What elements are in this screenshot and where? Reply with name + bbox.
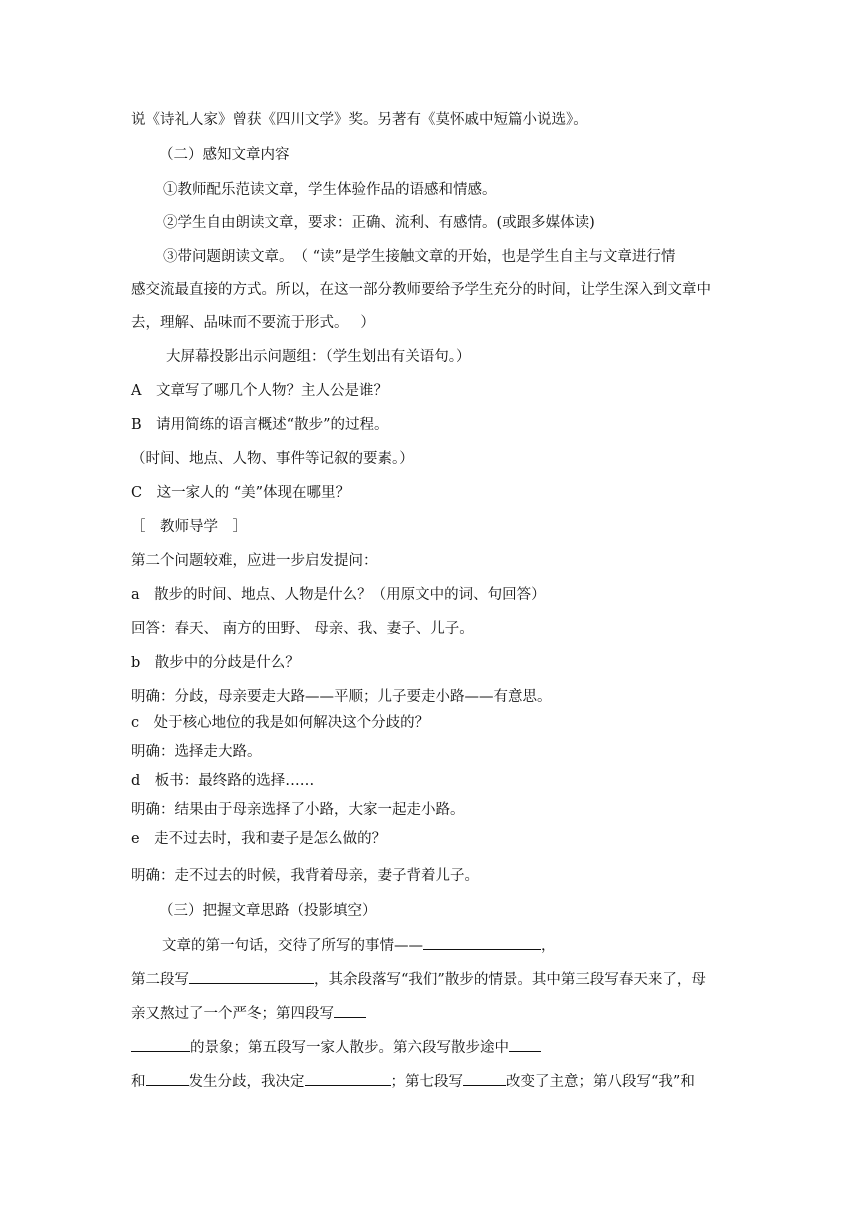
text-run: ；第七段写: [390, 1074, 463, 1090]
question-item: c 处于核心地位的我是如何解决这个分歧的？: [131, 715, 430, 731]
blank: [334, 1003, 366, 1018]
text-run: 亲又熬过了一个严冬；第四段写: [131, 1006, 334, 1022]
blank: [509, 1037, 541, 1052]
text-run: 发生分歧，我决定: [188, 1074, 305, 1090]
question-item: d 板书：最终路的选择……: [131, 773, 315, 789]
text-run: ，其余段落写“我们”散步的情景。其中第三段写春天来了，母: [314, 972, 706, 988]
question-item: a 散步的时间、地点、人物是什么？（用原文中的词、句回答）: [131, 587, 546, 603]
text-line: 第二个问题较难，应进一步启发提问：: [131, 553, 378, 569]
blank: [305, 1071, 391, 1086]
text-line: 说《诗礼人家》曾获《四川文学》奖。另著有《莫怀戚中短篇小说选》。: [131, 112, 588, 128]
question-item: A 文章写了哪几个人物？主人公是谁？: [131, 383, 388, 399]
text-line: ①教师配乐范读文章，学生体验作品的语感和情感。: [163, 182, 497, 198]
answer-line: 明确：结果由于母亲选择了小路，大家一起走小路。: [131, 802, 465, 818]
text-line: （时间、地点、人物、事件等记叙的要素。）: [131, 451, 414, 467]
section-heading: （二）感知文章内容: [159, 147, 290, 163]
answer-line: 明确：走不过去的时候，我背着母亲，妻子背着儿子。: [131, 868, 479, 884]
blank: [131, 1037, 190, 1052]
fill-blank-line: [131, 1071, 695, 1092]
text-line: 大屏幕投影出示问题组：（学生划出有关语句。）: [166, 349, 471, 365]
text-line: ③带问题朗读文章。 （ “读”是学生接触文章的开始，也是学生自主与文章进行情: [163, 249, 676, 265]
blank: [146, 1071, 189, 1086]
text-run: 和: [131, 1074, 146, 1090]
section-heading: （三）把握文章思路（投影填空）: [159, 903, 377, 919]
blank: [463, 1071, 506, 1086]
section-heading: ［ 教师导学 ］: [131, 519, 247, 535]
fill-blank-line: [131, 969, 706, 990]
text-line: 感交流最直接的方式。所以，在这一部分教师要给予学生充分的时间，让学生深入到文章中: [131, 282, 711, 298]
answer-line: 明确：分歧，母亲要走大路——平顺；儿子要走小路——有意思。: [131, 689, 552, 705]
text-run: ，: [541, 938, 556, 954]
question-item: e 走不过去时，我和妻子是怎么做的？: [131, 831, 387, 847]
text-line: 去，理解、品味而不要流于形式。 ）: [131, 315, 375, 331]
question-item: b 散步中的分歧是什么？: [131, 655, 300, 671]
answer-line: 明确：选择走大路。: [131, 744, 262, 760]
question-item: B 请用简练的语言概述“散步”的过程。: [131, 417, 389, 433]
text-run: 文章的第一句话，交待了所写的事情——: [162, 938, 423, 954]
blank: [423, 935, 541, 950]
fill-blank-line: [131, 1037, 541, 1058]
fill-blank-line: [131, 1003, 366, 1024]
answer-line: 回答：春天、 南方的田野、 母亲、我、妻子、儿子。: [131, 621, 474, 637]
question-item: C 这一家人的 “美”体现在哪里？: [131, 485, 351, 501]
text-run: 改变了主意；第八段写“我”和: [506, 1074, 695, 1090]
blank: [189, 969, 314, 984]
fill-blank-line: [162, 935, 556, 956]
text-run: 第二段写: [131, 972, 189, 988]
text-line: ②学生自由朗读文章，要求：正确、流利、有感情。(或跟多媒体读): [163, 215, 595, 231]
text-run: 的景象；第五段写一家人散步。第六段写散步途中: [190, 1040, 509, 1056]
